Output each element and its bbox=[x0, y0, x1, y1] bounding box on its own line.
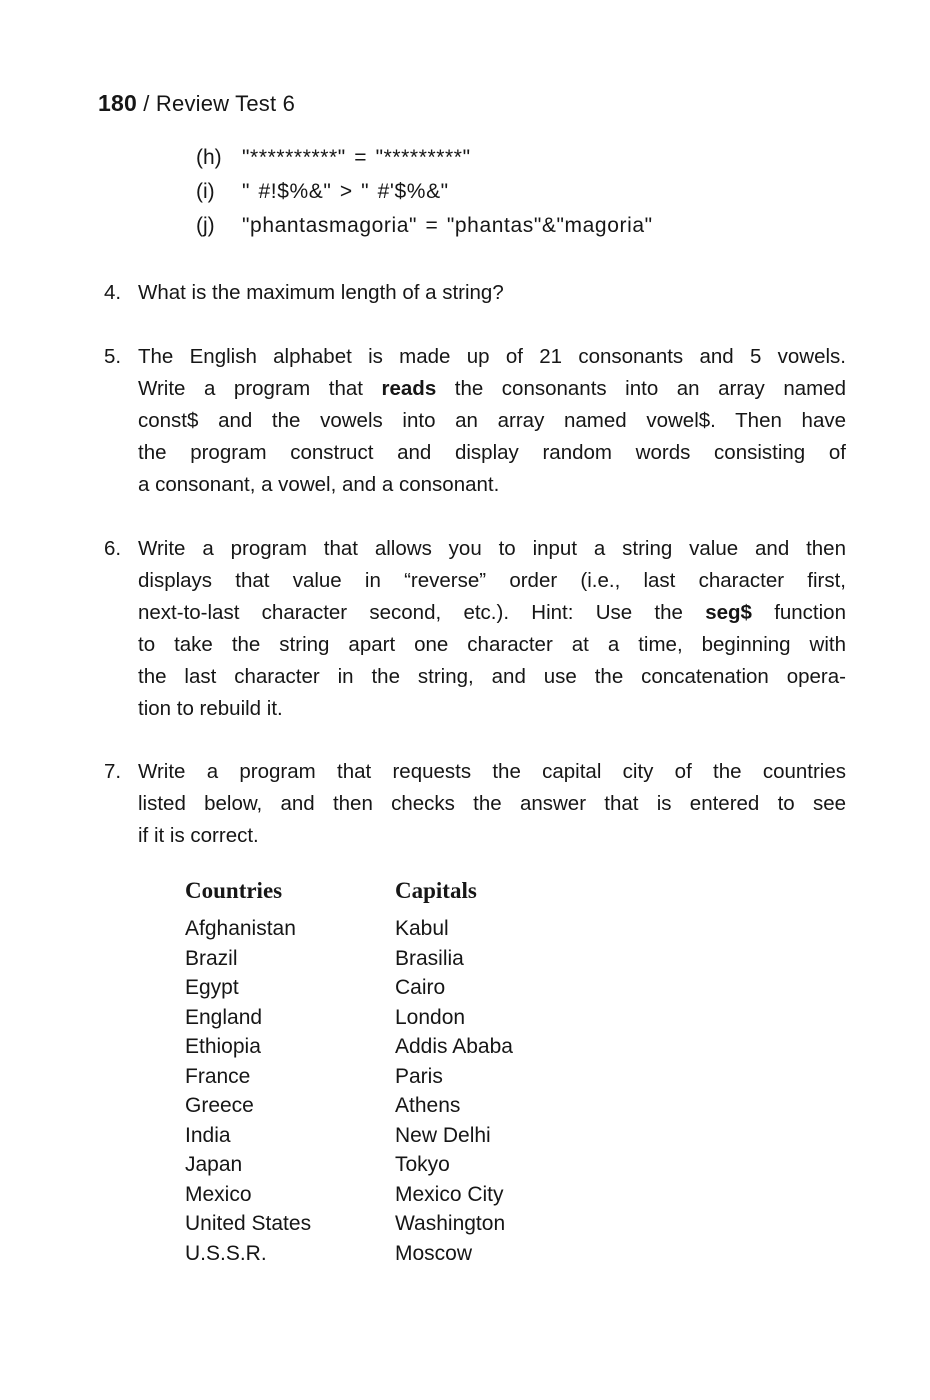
country-cell: U.S.S.R. bbox=[185, 1241, 267, 1265]
question-number: 6. bbox=[104, 537, 122, 560]
capital-cell: New Delhi bbox=[395, 1123, 491, 1147]
table-row bbox=[185, 944, 605, 974]
question-line: Write a program that allows you to input a string value and then bbox=[138, 537, 846, 560]
country-cell: Brazil bbox=[185, 946, 238, 970]
question-line: the last character in the string, and use the concatenation opera- bbox=[138, 665, 846, 688]
question-6 bbox=[104, 533, 846, 725]
table-row bbox=[185, 1003, 605, 1033]
table-row bbox=[185, 973, 605, 1003]
header-title: Review Test 6 bbox=[155, 91, 296, 116]
running-head bbox=[98, 90, 295, 117]
table-row bbox=[185, 1209, 605, 1239]
table-row bbox=[185, 1121, 605, 1151]
question-line: to take the string apart one character at a time, beginning with bbox=[138, 633, 846, 656]
line-pre: Write a program that bbox=[138, 377, 382, 400]
question-number: 5. bbox=[104, 345, 122, 368]
table-row bbox=[185, 1032, 605, 1062]
question-line: The English alphabet is made up of 21 consonants and 5 vowels. bbox=[138, 345, 846, 368]
question-text bbox=[138, 341, 846, 501]
country-cell: Japan bbox=[185, 1153, 243, 1176]
item-label: (h) bbox=[196, 146, 222, 169]
question-line: if it is correct. bbox=[138, 824, 259, 847]
question-7 bbox=[104, 756, 846, 852]
item-text: " #!$%&" > " #'$%&" bbox=[242, 180, 449, 203]
country-cell: Ethiopia bbox=[185, 1035, 261, 1058]
country-cell: Afghanistan bbox=[185, 917, 296, 940]
question-line bbox=[138, 597, 846, 629]
item-text: "phantasmagoria" = "phantas"&"magoria" bbox=[242, 214, 653, 237]
item-label: (j) bbox=[196, 214, 215, 237]
bold-term-reads: reads bbox=[381, 377, 437, 400]
table-header-row bbox=[185, 878, 605, 914]
question-text bbox=[138, 533, 846, 725]
item-text: "**********" = "*********" bbox=[242, 146, 471, 169]
table-row bbox=[185, 1091, 605, 1121]
question-text bbox=[138, 756, 846, 852]
question-5 bbox=[104, 341, 846, 501]
table-row bbox=[185, 1150, 605, 1180]
expression-item-j bbox=[196, 214, 653, 248]
country-cell: England bbox=[185, 1005, 263, 1029]
expression-item-h bbox=[196, 146, 653, 180]
question-line: Write a program that requests the capital city of the countries bbox=[138, 760, 846, 783]
country-cell: France bbox=[185, 1064, 251, 1088]
question-4 bbox=[104, 277, 846, 309]
question-line: a consonant, a vowel, and a consonant. bbox=[138, 473, 500, 496]
line-pre: next-to-last character second, etc.). Hint: Use the bbox=[138, 601, 706, 624]
table-header-capitals: Capitals bbox=[395, 878, 477, 903]
capital-cell: London bbox=[395, 1005, 466, 1029]
country-cell: India bbox=[185, 1123, 231, 1147]
table-header-countries: Countries bbox=[185, 878, 283, 903]
table-row bbox=[185, 1062, 605, 1092]
country-cell: United States bbox=[185, 1212, 312, 1235]
capital-cell: Brasilia bbox=[395, 946, 464, 970]
line-post: the consonants into an array named bbox=[436, 377, 847, 400]
capital-cell: Addis Ababa bbox=[395, 1035, 513, 1058]
capital-cell: Mexico City bbox=[395, 1182, 504, 1206]
capital-cell: Tokyo bbox=[395, 1153, 450, 1176]
capital-cell: Washington bbox=[395, 1212, 506, 1235]
question-line: listed below, and then checks the answer that is entered to see bbox=[138, 792, 846, 815]
question-line: const$ and the vowels into an array named vowel$. Then have bbox=[138, 409, 846, 432]
table-row bbox=[185, 1180, 605, 1210]
capital-cell: Cairo bbox=[395, 976, 446, 999]
question-number: 4. bbox=[104, 281, 122, 304]
capital-cell: Athens bbox=[395, 1094, 461, 1117]
question-line bbox=[138, 373, 846, 405]
question-line: displays that value in “reverse” order (i.e., last character first, bbox=[138, 569, 846, 592]
table-row bbox=[185, 1239, 605, 1269]
expression-item-i bbox=[196, 180, 653, 214]
question-line: the program construct and display random words consisting of bbox=[138, 441, 846, 464]
question-line: tion to rebuild it. bbox=[138, 697, 283, 720]
question-number: 7. bbox=[104, 760, 122, 783]
country-cell: Egypt bbox=[185, 976, 239, 999]
capital-cell: Paris bbox=[395, 1064, 443, 1088]
question-text: What is the maximum length of a string? bbox=[138, 281, 504, 304]
bold-term-seg: seg$ bbox=[705, 601, 752, 624]
expression-list bbox=[196, 146, 653, 248]
item-label: (i) bbox=[196, 180, 215, 203]
page-number: 180 bbox=[98, 90, 137, 116]
capital-cell: Moscow bbox=[395, 1241, 473, 1265]
capital-cell: Kabul bbox=[395, 917, 449, 940]
line-post: function bbox=[751, 601, 846, 624]
country-cell: Greece bbox=[185, 1094, 254, 1117]
countries-table bbox=[185, 878, 605, 1268]
country-cell: Mexico bbox=[185, 1182, 252, 1206]
header-slash: / bbox=[143, 91, 150, 116]
table-row bbox=[185, 914, 605, 944]
